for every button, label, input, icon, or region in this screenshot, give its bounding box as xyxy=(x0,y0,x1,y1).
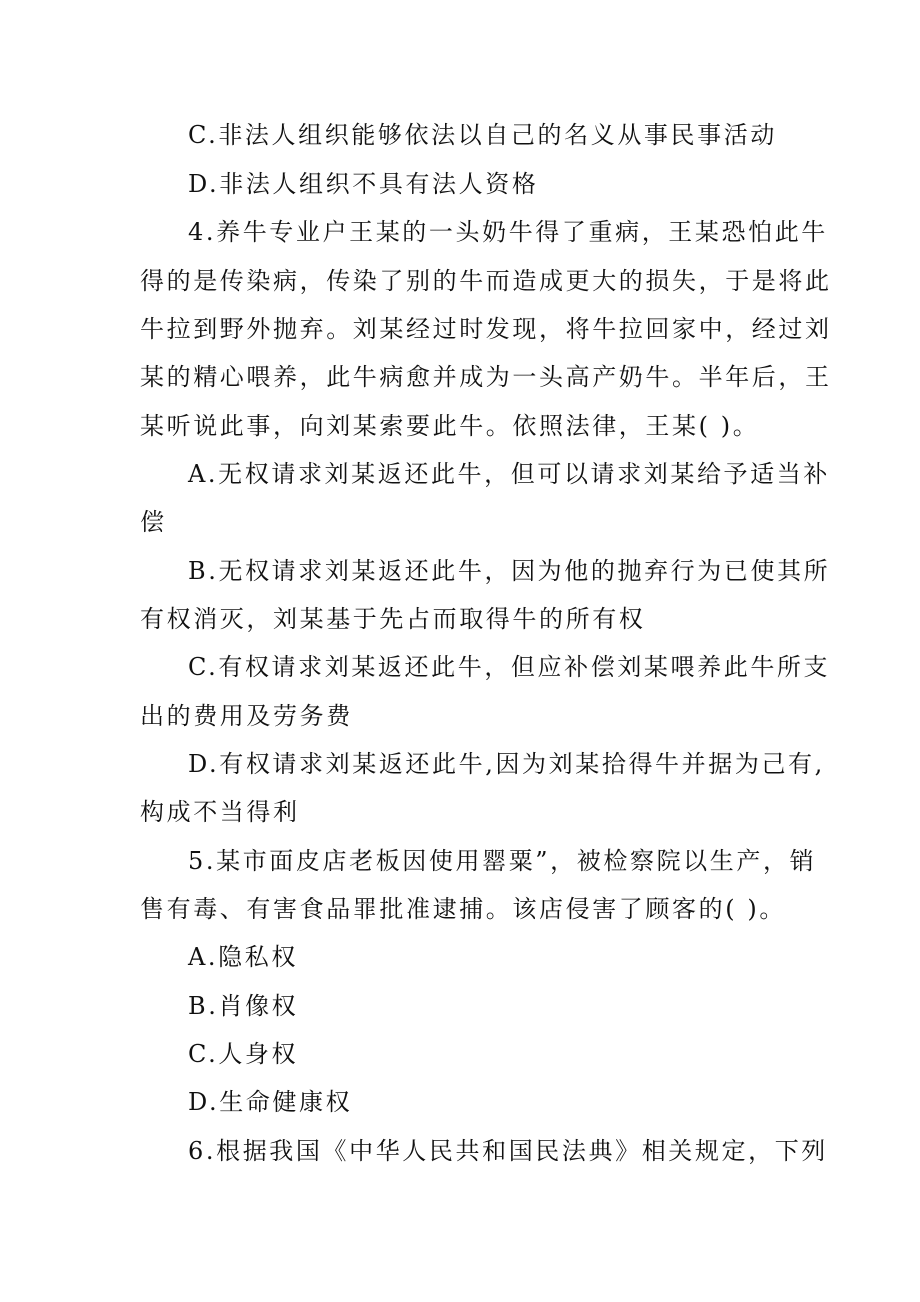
question-4-option-a-line-1: A.无权请求刘某返还此牛，但可以请求刘某给予适当补 xyxy=(188,460,830,488)
question-4-option-c-line-2: 出的费用及劳务费 xyxy=(140,702,353,730)
question-4-option-d-line-2: 构成不当得利 xyxy=(140,798,300,826)
option-c-line: C.非法人组织能够依法以自己的名义从事民事活动 xyxy=(188,121,777,149)
question-4-option-c-line-1: C.有权请求刘某返还此牛，但应补偿刘某喂养此牛所支 xyxy=(188,653,831,681)
question-5-option-d: D.生命健康权 xyxy=(188,1088,353,1116)
question-4-option-b-line-2: 有权消灭，刘某基于先占而取得牛的所有权 xyxy=(140,605,646,633)
question-6-line-1: 6.根据我国《中华人民共和国民法典》相关规定，下列 xyxy=(188,1137,828,1165)
question-4-line-5: 某听说此事，向刘某索要此牛。依照法律，王某( )。 xyxy=(140,412,760,440)
question-5-option-a: A.隐私权 xyxy=(188,943,298,971)
question-5-line-1: 5.某市面皮店老板因使用罂粟”，被检察院以生产，销 xyxy=(188,847,817,875)
question-4-option-d-line-1: D.有权请求刘某返还此牛,因为刘某拾得牛并据为己有, xyxy=(188,750,825,778)
option-d-line: D.非法人组织不具有法人资格 xyxy=(188,170,539,198)
question-4-line-2: 得的是传染病，传染了别的牛而造成更大的损失，于是将此 xyxy=(140,267,832,295)
question-4-option-b-line-1: B.无权请求刘某返还此牛，因为他的抛弃行为已使其所 xyxy=(188,557,831,585)
question-5-option-c: C.人身权 xyxy=(188,1040,299,1068)
question-4-option-a-line-2: 偿 xyxy=(140,508,167,536)
question-4-line-4: 某的精心喂养，此牛病愈并成为一头高产奶牛。半年后，王 xyxy=(140,363,832,391)
question-4-line-1: 4.养牛专业户王某的一头奶牛得了重病，王某恐怕此牛 xyxy=(188,218,828,246)
question-4-line-3: 牛拉到野外抛弃。刘某经过时发现，将牛拉回家中，经过刘 xyxy=(140,315,832,343)
question-5-option-b: B.肖像权 xyxy=(188,992,299,1020)
question-5-line-2: 售有毒、有害食品罪批准逮捕。该店侵害了顾客的( )。 xyxy=(140,895,786,923)
